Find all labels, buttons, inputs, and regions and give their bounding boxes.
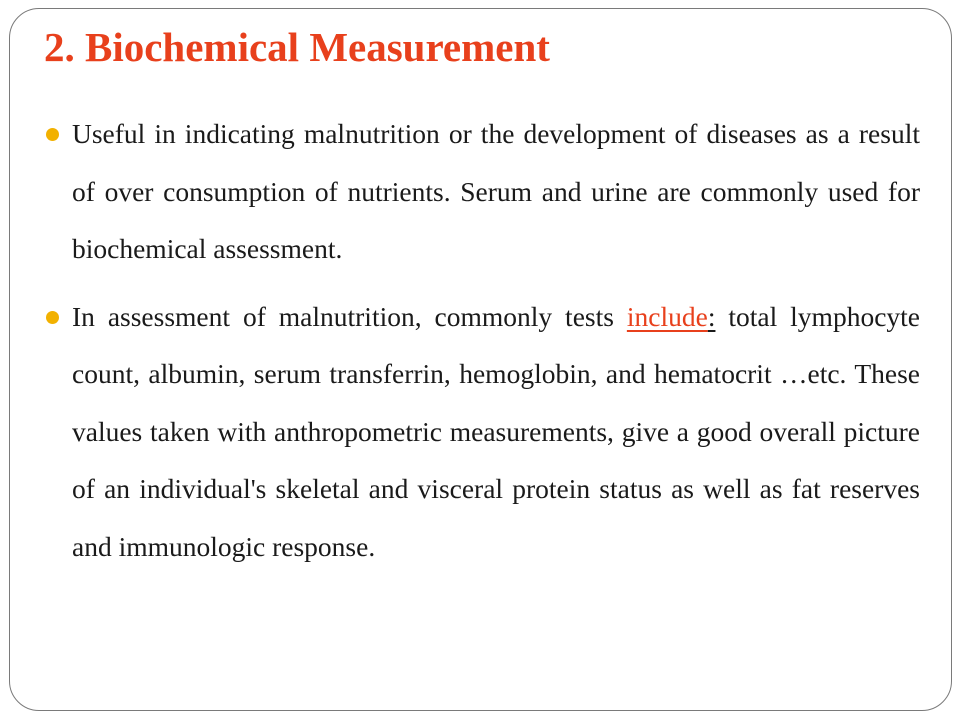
bullet-item-usefulness: [72, 105, 920, 278]
bullet-list: [72, 105, 920, 585]
slide-frame: [9, 8, 952, 711]
bullet-item-malnutrition-tests: [72, 288, 920, 576]
include-link[interactable]: include: [626, 300, 708, 332]
filled-circle-bullet-icon: [46, 311, 59, 324]
bullet-text-before-link: In assessment of malnutrition, commonly tests: [72, 300, 627, 332]
filled-circle-bullet-icon: [46, 128, 59, 141]
link-punctuation: :: [707, 300, 716, 332]
slide-title: 2. Biochemical Measurement: [44, 24, 550, 70]
bullet-text-after-link: total lymphocyte count, albumin, serum transferrin, hemoglobin, and hematocrit …etc. These values taken with anthropometric measurements, give a good overall picture of an individual's skeletal and visceral protein status as well as fat reserves and immunologic response.: [72, 300, 920, 562]
bullet-text: Useful in indicating malnutrition or the development of diseases as a result of over consumption of nutrients. Serum and urine are commonly used for biochemical assessment.: [72, 118, 920, 264]
